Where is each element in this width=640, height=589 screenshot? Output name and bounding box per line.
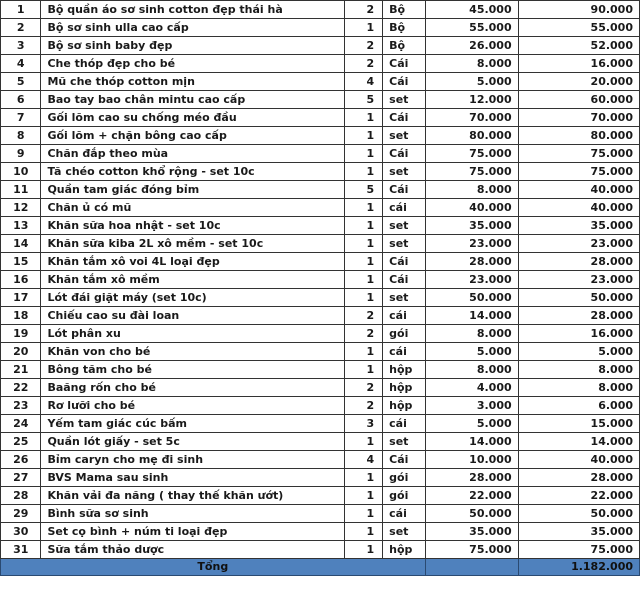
unit-price-cell[interactable]: 50.000 <box>425 505 518 523</box>
row-number-cell[interactable]: 14 <box>1 235 41 253</box>
row-number-cell[interactable]: 30 <box>1 523 41 541</box>
table-row[interactable] <box>1 199 640 217</box>
row-number-cell[interactable]: 8 <box>1 127 41 145</box>
table-row[interactable] <box>1 523 640 541</box>
table-row[interactable] <box>1 1 640 19</box>
unit-cell[interactable]: Cái <box>383 145 425 163</box>
unit-price-cell[interactable]: 55.000 <box>425 19 518 37</box>
quantity-cell[interactable]: 5 <box>344 91 382 109</box>
line-total-cell[interactable]: 70.000 <box>518 109 639 127</box>
line-total-cell[interactable]: 40.000 <box>518 199 639 217</box>
unit-cell[interactable]: hộp <box>383 379 425 397</box>
row-number-cell[interactable]: 10 <box>1 163 41 181</box>
unit-cell[interactable]: set <box>383 433 425 451</box>
unit-price-cell[interactable]: 26.000 <box>425 37 518 55</box>
quantity-cell[interactable]: 4 <box>344 451 382 469</box>
item-name-cell[interactable]: Lót đái giặt máy (set 10c) <box>41 289 344 307</box>
row-number-cell[interactable]: 23 <box>1 397 41 415</box>
quantity-cell[interactable]: 1 <box>344 361 382 379</box>
item-name-cell[interactable]: Mũ che thóp cotton mịn <box>41 73 344 91</box>
unit-cell[interactable]: Cái <box>383 73 425 91</box>
table-row[interactable] <box>1 253 640 271</box>
line-total-cell[interactable]: 28.000 <box>518 469 639 487</box>
line-total-cell[interactable]: 75.000 <box>518 541 639 559</box>
line-total-cell[interactable]: 14.000 <box>518 433 639 451</box>
unit-price-cell[interactable]: 80.000 <box>425 127 518 145</box>
quantity-cell[interactable]: 1 <box>344 217 382 235</box>
total-spacer-cell[interactable] <box>425 559 518 576</box>
table-row[interactable] <box>1 163 640 181</box>
row-number-cell[interactable]: 19 <box>1 325 41 343</box>
unit-price-cell[interactable]: 23.000 <box>425 271 518 289</box>
table-row[interactable] <box>1 19 640 37</box>
unit-cell[interactable]: set <box>383 127 425 145</box>
line-total-cell[interactable]: 16.000 <box>518 325 639 343</box>
item-name-cell[interactable]: Khăn vải đa năng ( thay thế khăn ướt) <box>41 487 344 505</box>
unit-price-cell[interactable]: 22.000 <box>425 487 518 505</box>
line-total-cell[interactable]: 23.000 <box>518 271 639 289</box>
unit-price-cell[interactable]: 3.000 <box>425 397 518 415</box>
item-name-cell[interactable]: Khăn tắm xô voi 4L loại đẹp <box>41 253 344 271</box>
unit-cell[interactable]: set <box>383 235 425 253</box>
line-total-cell[interactable]: 16.000 <box>518 55 639 73</box>
line-total-cell[interactable]: 75.000 <box>518 145 639 163</box>
line-total-cell[interactable]: 50.000 <box>518 505 639 523</box>
unit-cell[interactable]: Cái <box>383 271 425 289</box>
item-name-cell[interactable]: Chăn đắp theo mùa <box>41 145 344 163</box>
line-total-cell[interactable]: 15.000 <box>518 415 639 433</box>
unit-cell[interactable]: set <box>383 91 425 109</box>
item-name-cell[interactable]: Khăn von cho bé <box>41 343 344 361</box>
unit-cell[interactable]: Bộ <box>383 37 425 55</box>
line-total-cell[interactable]: 55.000 <box>518 19 639 37</box>
quantity-cell[interactable]: 1 <box>344 109 382 127</box>
quantity-cell[interactable]: 1 <box>344 235 382 253</box>
row-number-cell[interactable]: 1 <box>1 1 41 19</box>
line-total-cell[interactable]: 40.000 <box>518 451 639 469</box>
item-name-cell[interactable]: Tã chéo cotton khổ rộng - set 10c <box>41 163 344 181</box>
unit-cell[interactable]: hộp <box>383 541 425 559</box>
line-total-cell[interactable]: 50.000 <box>518 289 639 307</box>
quantity-cell[interactable]: 1 <box>344 487 382 505</box>
line-total-cell[interactable]: 5.000 <box>518 343 639 361</box>
row-number-cell[interactable]: 31 <box>1 541 41 559</box>
unit-price-cell[interactable]: 4.000 <box>425 379 518 397</box>
line-total-cell[interactable]: 60.000 <box>518 91 639 109</box>
quantity-cell[interactable]: 1 <box>344 163 382 181</box>
unit-cell[interactable]: hộp <box>383 361 425 379</box>
row-number-cell[interactable]: 22 <box>1 379 41 397</box>
unit-cell[interactable]: Cái <box>383 181 425 199</box>
table-row[interactable] <box>1 469 640 487</box>
unit-cell[interactable]: Cái <box>383 109 425 127</box>
item-name-cell[interactable]: Baăng rốn cho bé <box>41 379 344 397</box>
unit-cell[interactable]: set <box>383 289 425 307</box>
item-name-cell[interactable]: Gối lõm cao su chống méo đầu <box>41 109 344 127</box>
table-row[interactable] <box>1 307 640 325</box>
row-number-cell[interactable]: 20 <box>1 343 41 361</box>
row-number-cell[interactable]: 11 <box>1 181 41 199</box>
unit-price-cell[interactable]: 35.000 <box>425 217 518 235</box>
item-name-cell[interactable]: Khăn sữa kiba 2L xô mềm - set 10c <box>41 235 344 253</box>
row-number-cell[interactable]: 9 <box>1 145 41 163</box>
quantity-cell[interactable]: 1 <box>344 505 382 523</box>
row-number-cell[interactable]: 21 <box>1 361 41 379</box>
unit-cell[interactable]: hộp <box>383 397 425 415</box>
quantity-cell[interactable]: 1 <box>344 271 382 289</box>
unit-cell[interactable]: set <box>383 163 425 181</box>
table-row[interactable] <box>1 415 640 433</box>
quantity-cell[interactable]: 1 <box>344 199 382 217</box>
row-number-cell[interactable]: 13 <box>1 217 41 235</box>
line-total-cell[interactable]: 28.000 <box>518 307 639 325</box>
row-number-cell[interactable]: 3 <box>1 37 41 55</box>
line-total-cell[interactable]: 8.000 <box>518 379 639 397</box>
quantity-cell[interactable]: 2 <box>344 325 382 343</box>
row-number-cell[interactable]: 2 <box>1 19 41 37</box>
unit-cell[interactable]: gói <box>383 325 425 343</box>
line-total-cell[interactable]: 40.000 <box>518 181 639 199</box>
row-number-cell[interactable]: 17 <box>1 289 41 307</box>
unit-price-cell[interactable]: 75.000 <box>425 163 518 181</box>
unit-price-cell[interactable]: 28.000 <box>425 253 518 271</box>
total-label[interactable]: Tổng <box>1 559 426 576</box>
row-number-cell[interactable]: 28 <box>1 487 41 505</box>
table-row[interactable] <box>1 397 640 415</box>
item-name-cell[interactable]: Bao tay bao chân mintu cao cấp <box>41 91 344 109</box>
table-row[interactable] <box>1 55 640 73</box>
unit-price-cell[interactable]: 8.000 <box>425 361 518 379</box>
item-name-cell[interactable]: Khăn sữa hoa nhật - set 10c <box>41 217 344 235</box>
item-name-cell[interactable]: Chăn ủ có mũ <box>41 199 344 217</box>
quantity-cell[interactable]: 1 <box>344 145 382 163</box>
unit-cell[interactable]: cái <box>383 199 425 217</box>
quantity-cell[interactable]: 1 <box>344 127 382 145</box>
unit-price-cell[interactable]: 50.000 <box>425 289 518 307</box>
row-number-cell[interactable]: 26 <box>1 451 41 469</box>
unit-price-cell[interactable]: 10.000 <box>425 451 518 469</box>
item-name-cell[interactable]: Rơ lưỡi cho bé <box>41 397 344 415</box>
table-row[interactable] <box>1 541 640 559</box>
unit-cell[interactable]: gói <box>383 487 425 505</box>
quantity-cell[interactable]: 1 <box>344 433 382 451</box>
row-number-cell[interactable]: 12 <box>1 199 41 217</box>
item-name-cell[interactable]: Bỉm caryn cho mẹ đi sinh <box>41 451 344 469</box>
table-row[interactable] <box>1 109 640 127</box>
row-number-cell[interactable]: 5 <box>1 73 41 91</box>
unit-price-cell[interactable]: 45.000 <box>425 1 518 19</box>
quantity-cell[interactable]: 2 <box>344 1 382 19</box>
quantity-cell[interactable]: 4 <box>344 73 382 91</box>
table-row[interactable] <box>1 343 640 361</box>
unit-price-cell[interactable]: 5.000 <box>425 415 518 433</box>
row-number-cell[interactable]: 6 <box>1 91 41 109</box>
table-row[interactable] <box>1 271 640 289</box>
line-total-cell[interactable]: 23.000 <box>518 235 639 253</box>
quantity-cell[interactable]: 1 <box>344 541 382 559</box>
sheet-background <box>0 584 640 589</box>
item-name-cell[interactable]: Bộ sơ sinh baby đẹp <box>41 37 344 55</box>
item-name-cell[interactable]: Chiếu cao su đài loan <box>41 307 344 325</box>
row-number-cell[interactable]: 25 <box>1 433 41 451</box>
table-row[interactable] <box>1 289 640 307</box>
item-name-cell[interactable]: Bình sữa sơ sinh <box>41 505 344 523</box>
unit-price-cell[interactable]: 5.000 <box>425 73 518 91</box>
unit-price-cell[interactable]: 75.000 <box>425 541 518 559</box>
table-row[interactable] <box>1 451 640 469</box>
row-number-cell[interactable]: 4 <box>1 55 41 73</box>
table-row[interactable] <box>1 217 640 235</box>
row-number-cell[interactable]: 7 <box>1 109 41 127</box>
quantity-cell[interactable]: 1 <box>344 343 382 361</box>
item-name-cell[interactable]: Set cọ bình + núm ti loại đẹp <box>41 523 344 541</box>
table-body <box>1 1 640 559</box>
table-row[interactable] <box>1 145 640 163</box>
unit-cell[interactable]: Cái <box>383 55 425 73</box>
unit-price-cell[interactable]: 5.000 <box>425 343 518 361</box>
item-name-cell[interactable]: Bộ sơ sinh ulla cao cấp <box>41 19 344 37</box>
table-row[interactable] <box>1 91 640 109</box>
unit-cell[interactable]: Bộ <box>383 19 425 37</box>
unit-cell[interactable]: cái <box>383 307 425 325</box>
line-total-cell[interactable]: 6.000 <box>518 397 639 415</box>
unit-cell[interactable]: set <box>383 523 425 541</box>
unit-price-cell[interactable]: 14.000 <box>425 433 518 451</box>
quantity-cell[interactable]: 2 <box>344 307 382 325</box>
row-number-cell[interactable]: 24 <box>1 415 41 433</box>
table-row[interactable] <box>1 379 640 397</box>
quantity-cell[interactable]: 3 <box>344 415 382 433</box>
item-name-cell[interactable]: Lót phân xu <box>41 325 344 343</box>
table-row[interactable] <box>1 127 640 145</box>
item-name-cell[interactable]: Yếm tam giác cúc bấm <box>41 415 344 433</box>
unit-cell[interactable]: set <box>383 217 425 235</box>
table-row[interactable] <box>1 433 640 451</box>
item-name-cell[interactable]: Bộ quần áo sơ sinh cotton đẹp thái hà <box>41 1 344 19</box>
unit-cell[interactable]: cái <box>383 343 425 361</box>
item-name-cell[interactable]: Bông tăm cho bé <box>41 361 344 379</box>
unit-price-cell[interactable]: 8.000 <box>425 55 518 73</box>
line-total-cell[interactable]: 35.000 <box>518 523 639 541</box>
line-total-cell[interactable]: 35.000 <box>518 217 639 235</box>
quantity-cell[interactable]: 1 <box>344 469 382 487</box>
row-number-cell[interactable]: 27 <box>1 469 41 487</box>
line-total-cell[interactable]: 8.000 <box>518 361 639 379</box>
table-row[interactable] <box>1 73 640 91</box>
line-total-cell[interactable]: 20.000 <box>518 73 639 91</box>
row-number-cell[interactable]: 15 <box>1 253 41 271</box>
unit-cell[interactable]: gói <box>383 469 425 487</box>
item-name-cell[interactable]: Gối lõm + chặn bông cao cấp <box>41 127 344 145</box>
table-row[interactable] <box>1 37 640 55</box>
line-total-cell[interactable]: 22.000 <box>518 487 639 505</box>
item-name-cell[interactable]: Quần tam giác đóng bỉm <box>41 181 344 199</box>
row-number-cell[interactable]: 16 <box>1 271 41 289</box>
quantity-cell[interactable]: 2 <box>344 37 382 55</box>
table-row[interactable] <box>1 505 640 523</box>
unit-cell[interactable]: Cái <box>383 253 425 271</box>
unit-cell[interactable]: Bộ <box>383 1 425 19</box>
unit-cell[interactable]: cái <box>383 505 425 523</box>
item-name-cell[interactable]: BVS Mama sau sinh <box>41 469 344 487</box>
item-name-cell[interactable]: Quần lót giấy - set 5c <box>41 433 344 451</box>
table-row[interactable] <box>1 361 640 379</box>
item-name-cell[interactable]: Sữa tắm thảo dược <box>41 541 344 559</box>
unit-cell[interactable]: Cái <box>383 451 425 469</box>
line-total-cell[interactable]: 52.000 <box>518 37 639 55</box>
unit-price-cell[interactable]: 12.000 <box>425 91 518 109</box>
quantity-cell[interactable]: 1 <box>344 289 382 307</box>
item-name-cell[interactable]: Khăn tắm xô mềm <box>41 271 344 289</box>
quantity-cell[interactable]: 1 <box>344 19 382 37</box>
unit-cell[interactable]: cái <box>383 415 425 433</box>
quantity-cell[interactable]: 5 <box>344 181 382 199</box>
table-row[interactable] <box>1 181 640 199</box>
unit-price-cell[interactable]: 75.000 <box>425 145 518 163</box>
unit-price-cell[interactable]: 70.000 <box>425 109 518 127</box>
unit-price-cell[interactable]: 8.000 <box>425 325 518 343</box>
unit-price-cell[interactable]: 14.000 <box>425 307 518 325</box>
row-number-cell[interactable]: 18 <box>1 307 41 325</box>
quantity-cell[interactable]: 2 <box>344 379 382 397</box>
table-row[interactable] <box>1 235 640 253</box>
table-row[interactable] <box>1 487 640 505</box>
unit-price-cell[interactable]: 28.000 <box>425 469 518 487</box>
item-name-cell[interactable]: Che thóp đẹp cho bé <box>41 55 344 73</box>
quantity-cell[interactable]: 1 <box>344 523 382 541</box>
unit-price-cell[interactable]: 8.000 <box>425 181 518 199</box>
total-value[interactable]: 1.182.000 <box>518 559 639 576</box>
quantity-cell[interactable]: 1 <box>344 253 382 271</box>
quantity-cell[interactable]: 2 <box>344 55 382 73</box>
unit-price-cell[interactable]: 35.000 <box>425 523 518 541</box>
quantity-cell[interactable]: 2 <box>344 397 382 415</box>
row-number-cell[interactable]: 29 <box>1 505 41 523</box>
unit-price-cell[interactable]: 40.000 <box>425 199 518 217</box>
total-row[interactable] <box>1 559 640 576</box>
line-total-cell[interactable]: 75.000 <box>518 163 639 181</box>
line-total-cell[interactable]: 28.000 <box>518 253 639 271</box>
line-total-cell[interactable]: 80.000 <box>518 127 639 145</box>
table-row[interactable] <box>1 325 640 343</box>
line-total-cell[interactable]: 90.000 <box>518 1 639 19</box>
unit-price-cell[interactable]: 23.000 <box>425 235 518 253</box>
